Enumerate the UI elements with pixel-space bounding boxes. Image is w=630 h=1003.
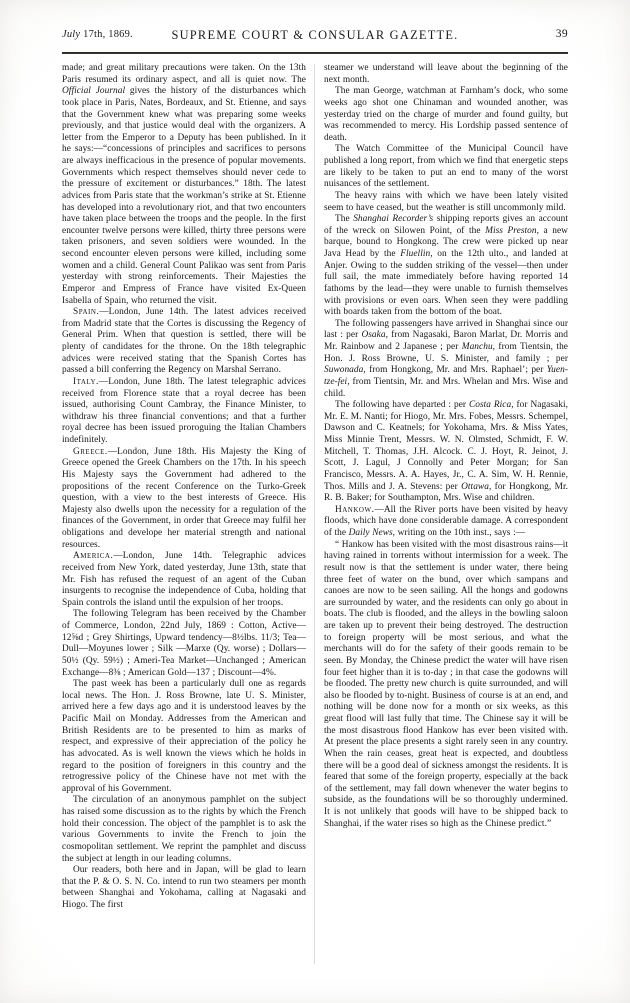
left-column <box>62 63 306 912</box>
spain-item: Spain.—London, June 14th. The latest advices received from Madrid state that the Cortes is discussing the Regency of General Prim. When that question is settled, there will be plenty of candidates for the throne. On the 18th telegraphic advices were received stating that the Spanish Cortes has passed a bill conferring the Regency on Marshal Serrano. <box>62 307 306 376</box>
hankow-floods-item: Hankow.—All the River ports have been visited by heavy floods, which have done considerable damage. A correspondent of the Daily News, writing on the 10th inst., says :— <box>324 504 568 538</box>
arrivals-list: The following passengers have arrived in Shanghai since our last : per Osaka, from Nagasaki, Baron Marlat, Dr. Morris and Mr. Rainbow and 2 Japanese ; per Manchu, from Tientsin, the Hon. J. Ross Browne, U. S. Minister, and family ; per Suwonada, from Hongkong, Mr. and Mrs. Raphael’; per Yuen-tze-fei, from Tientsin, Mr. and Mrs. Whelan and Mrs. Wise and child. <box>324 318 568 399</box>
dateline-label: Greece. <box>73 446 108 457</box>
right-column <box>324 63 568 912</box>
italic-term: Manchu <box>461 342 493 352</box>
dateline-label: Spain. <box>73 307 100 318</box>
local-news-dull-week: The past week has been a particularly dull one as regards local news. The Hon. J. Ross Browne, late U. S. Minister, arrived here a few days ago and it is understood leaves by the Pacific Mail on Monday. Addresses from the American and British Residents are to be presented to him as marks of respect, and expressive of their appreciation of the policy he has advocated. As is well known the views which he holds in regard to the position of foreigners in this country and the retrogressive policy of the Chinese have not met with the approval of his Government. <box>62 679 306 794</box>
departures-list: The following have departed : per Costa Rica, for Nagasaki, Mr. E. M. Nanti; for Hiogo, Mr. Mrs. Fobes, Messrs. Schempel, Dawson and C. Keatnels; for Yokohama, Mrs. & Miss Yates, Miss Minnie Trent, Messrs. W. N. Olmsted, Schmidt, F. W. Mitchell, T. Thomas, J.H. Alcock. C. J. Hoyt, R. Jeinot, J. Scott, J. Lagul, J Connolly and Peter Morgan; for San Francisco, Messrs. A. A. Hayes, Jr., C. A. Sim, W. H. Rennie, Thos. Mills and J. A. Stevens: per Ottawa, for Hongkong, Mr. R. B. Baker; for Southampton, Mrs. Wise and children. <box>324 400 569 504</box>
po-steamers-notice: Our readers, both here and in Japan, will be glad to learn that the P. & O. S. N. Co. intend to run two steamers per month between Shanghai and Yokohama, calling at Nagasaki and Hiogo. The first <box>62 865 306 910</box>
italic-term: Official Journal <box>62 86 126 97</box>
italic-term: Fluellin <box>400 249 431 259</box>
po-steamers-continuation: steamer we understand will leave about the beginning of the next month. <box>324 63 568 85</box>
italic-term: Shanghai Recorder’s <box>353 214 434 225</box>
dateline-label: Italy. <box>73 376 99 387</box>
george-watchman-trial: The man George, watchman at Farnham’s dock, who some weeks ago shot one Chinaman and wounded another, was yesterday tried on the charge of murder and found guilty, but was recommended to mercy. His Lordship passed sentence of death. <box>324 86 568 143</box>
column-divider-rule <box>314 64 315 964</box>
italic-term: Costa Rica <box>468 400 512 411</box>
italic-term: Yuen-tze-fei <box>324 365 568 387</box>
page-content <box>62 28 568 974</box>
france-continuation: made; and great military precautions were taken. On the 13th Paris resumed its ordinary aspect, and all is quiet now. The Official Journal gives the history of the disturbances which took place in Paris, Nates, Bordeaux, and St. Etienne, and says that the Government knew what was preparing some weeks previously, and that justice would deal with the organizers. A letter from the Emperor to a Deputy has been published. In it he says:—“concessions of principles and sacrifices to persons are always inefficacious in the presence of popular movements. Governments which respect themselves should never cede to the pressure of excitement or disturbances.” 18th. The latest advices from Paris state that the workman’s strike at St. Etienne has developed into a revolutionary riot, and that two encounters have taken place between the troops and the people. In the first encounter twelve persons were killed, thirty three persons were taken prisoners, and seven soldiers were wounded. In the second encounter eleven persons were killed, including some women and a child. General Count Palikao was sent from Paris yesterday with strong reinforcements. Their Majesties the Emperor and Empress of France have visited Ex-Queen Isabella of Spain, who returned the visit. <box>62 63 306 306</box>
dateline-label: America. <box>73 551 114 562</box>
italic-term: Ottawa <box>461 481 489 492</box>
america-item: America.—London, June 14th. Telegraphic advices received from New York, dated yesterday, June 13th, state that Mr. Fish has refused the request of an agent of the Cuban insurgents to recognise the independence of Cuba, holding that Spain controls the island until the expulsion of her troops. <box>62 551 306 608</box>
shipwreck-miss-preston: The Shanghai Recorder’s shipping reports gives an account of the wreck on Silowen Point, of the Miss Preston, a new barque, bound to Hongkong. The crew were picked up near Java Head by the Fluellin, on the 12th ulto., and landed at Anjer. Owing to the sudden striking of the vessel—then under full sail, the mate immediately before having reported 14 fathoms by the lead—they were unable to furnish themselves with provisions or even oars. When seen they were paddling with boards taken from the bottom of the boat. <box>324 214 569 318</box>
italy-item: Italy.—London, June 18th. The latest telegraphic advices received from Florence state that a royal decree has been issued, authorising Count Cambray, the Finance Minister, to withdraw his three financial conventions; and that a further royal decree has been issued proroguing the Italian Chambers indefinitely. <box>62 376 306 445</box>
issue-date-rest: 17th, 1869. <box>80 29 133 40</box>
italic-term: Miss Preston <box>485 225 537 236</box>
italic-term: Daily News <box>348 528 393 538</box>
greece-item: Greece.—London, June 18th. His Majesty the King of Greece opened the Greek Chambers on the 17th. In his speech His Majesty says the Government had adhered to the propositions of the recent Conference on the Turko-Greek question, with a view to the best interests of Greece. His Majesty also dwells upon the necessity for a regulation of the finances of the Government, in order that Greece may fulfil her obligations and develope her material strength and national resources. <box>62 446 306 550</box>
telegram-market-report: The following Telegram has been received by the Chamber of Commerce, London, 22nd July, 1869 : Cotton, Active—12⅝d ; Grey Shirtings, Upward tendency—8½lbs. 11/3; Tea—Dull—Moyunes lower ; Silk —Marxe (Qy. worse) ; Dollars—50½ (Qy. 59½) ; Ameri-Tea Market—Unchanged ; American Exchange—8⅜ ; American Gold—137 ; Discount—4%. <box>62 609 306 678</box>
header-rule <box>62 52 568 54</box>
italic-term: Osaka <box>361 330 386 341</box>
column-container <box>62 63 568 912</box>
issue-date-month: July <box>62 29 81 40</box>
hankow-correspondent-quote: “ Hankow has been visited with the most disastrous rains—it having rained in torrents without intermission for a week. The result now is that the settlement is under water, there being three feet of water on the bund, over which sampans and canoes are now to be seen sailing. All the hongs and godowns are surrounded by water, and the residents can only go about in boats. The club is flooded, and the alleys in the bowling saloon are taken up to prevent their being destroyed. The destruction to foreign property will be most serious, and what the merchants will do for the safety of their goods remain to be seen. By Monday, the Chinese predict the water will have risen four feet higher than it is to-day ; in that case the godowns will be flooded. The pretty new church is quite surrounded, and will also be flooded by to-night. Business of course is at an end, and nothing will be done now for a month or six weeks, as this great flood will last fully that time. The Chinese say it will be the most disastrous flood Hankow has ever been visited with. At present the place presents a sight rarely seen in any country. When the rain ceases, great heat is expected, and doubtless there will be a good deal of sickness amongst the residents. It is feared that some of the foreign property, especially at the back of the settlement, may fall down whenever the water begins to subside, as the foundations will be so thoroughly undermined. It is not unlikely that goods will have to be shipped back to Shanghai, if the water rises so high as the Chinese predict.” <box>324 539 568 829</box>
page-number: 39 <box>555 28 568 40</box>
pamphlet-french-concession: The circulation of an anonymous pamphlet on the subject has raised some discussion as to the rights by which the French hold their concession. The object of the pamphlet is to ask the various Governments to invite the French to join the cosmopolitan settlement. We reprint the pamphlet and discuss the subject at length in our leading columns. <box>62 795 306 864</box>
weather-note: The heavy rains with which we have been lately visited seem to have ceased, but the weather is still uncommonly mild. <box>324 190 568 213</box>
gazette-title: SUPREME COURT & CONSULAR GAZETTE. <box>171 28 459 42</box>
running-head <box>62 28 568 50</box>
watch-committee-report: The Watch Committee of the Municipal Council have published a long report, from which we find that energetic steps are likely to be taken to put an end to many of the worst nuisances of the settlement. <box>324 144 569 190</box>
dateline-label: Hankow. <box>335 504 375 515</box>
italic-term: Suwonada <box>324 365 364 376</box>
